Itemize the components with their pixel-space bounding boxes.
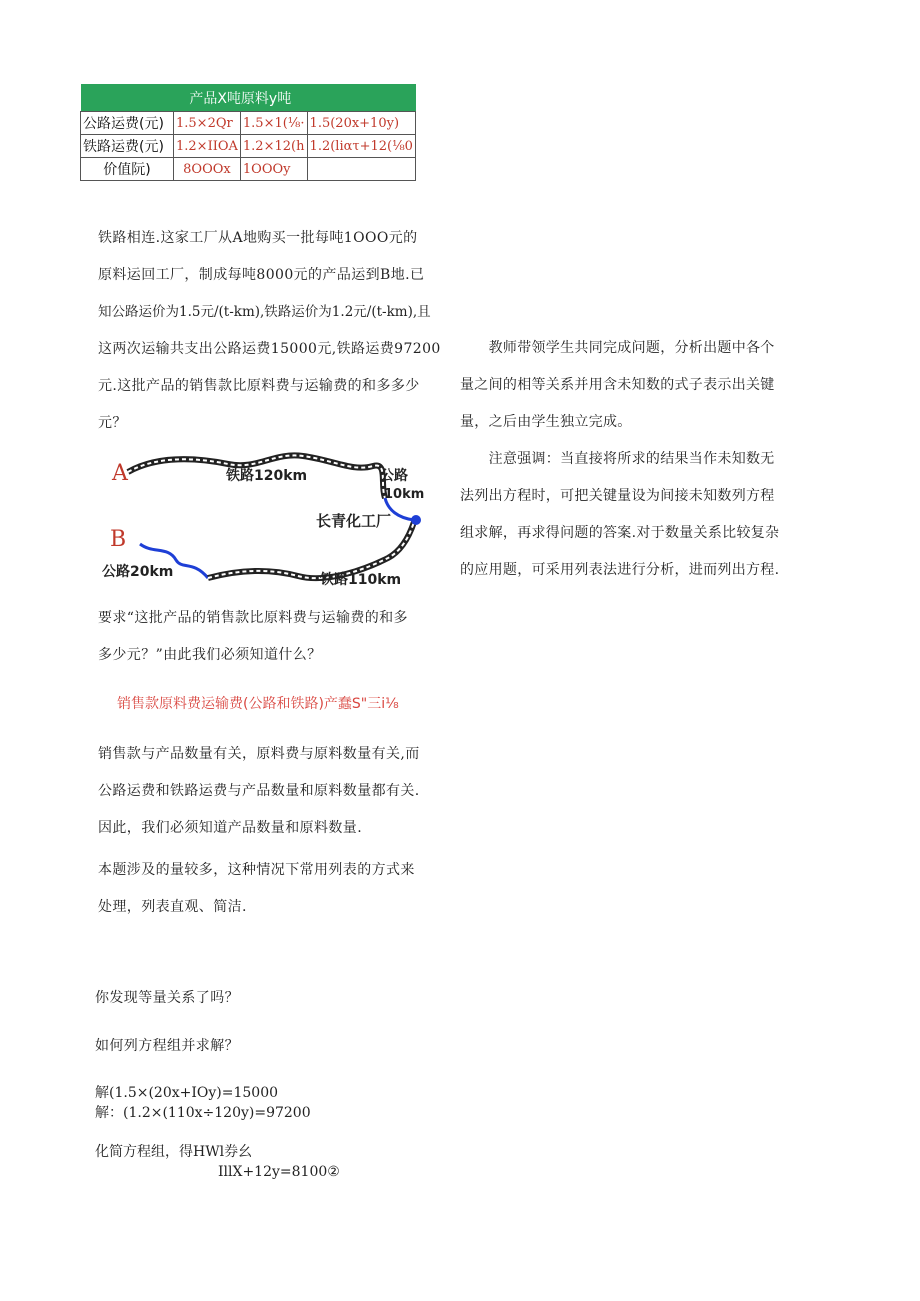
text-line: 量之间的相等关系并用含未知数的式子表示出关键 [460,377,775,393]
text-line: 的应用题，可采用列表法进行分析，进而列出方程. [460,562,780,578]
question-relation: 你发现等量关系了吗？ [95,990,239,1006]
text-line: 元.这批产品的销售款比原料费与运输费的和多多少 [98,378,420,394]
text-line: 要求“这批产品的销售款比原料费与运输费的和多 [98,610,408,626]
text-line: 这两次运输共支出公路运费15000元,铁路运费97200 [98,341,441,357]
rail-top-label: 铁路120km [226,468,308,484]
road-right-label: 公路 [380,468,408,484]
table-cell: 1.5×2Qr [174,112,241,135]
text-line: 元？ [98,415,127,431]
text-line: 本题涉及的量较多，这种情况下常用列表的方式来 [98,862,415,878]
row-label: 铁路运费(元) [81,135,174,158]
text-line: 销售款与产品数量有关，原料费与原料数量有关,而 [98,746,420,762]
explanation-1 [98,736,458,847]
text-line: 多少元？”由此我们必须知道什么？ [98,647,322,663]
factory-label: 长青化工厂 [316,512,392,530]
rail-bottom-label: 铁路110km [320,572,402,588]
text-line: 知公路运价为1.5元/(t-km),铁路运价为1.2元/(t-km),且 [98,304,431,320]
text-line: 量，之后由学生独立完成。 [460,414,632,430]
table-cell: 1.2×12(h [240,135,307,158]
table-row [81,112,416,135]
solution-line-1: 解(1.5×(20x+IOy)=15000 [95,1085,279,1101]
table-header-blank [307,84,415,112]
problem-text [98,220,458,442]
question-block [98,600,458,674]
table-row [81,135,416,158]
table-header-blank [81,84,174,112]
text-line: 铁路相连.这家工厂从A地购买一批每吨1OOO元的 [98,230,418,246]
simplify-equation: IllX+12y=8100② [218,1164,340,1180]
table-cell: 1.5(20x+10y) [307,112,415,135]
text-line: 处理，列表直观、简洁. [98,899,247,915]
rail-bottom-path [208,522,414,578]
table-cell: 1.2×IIOA [174,135,241,158]
table-cell: 1.2(liατ+12(⅛0 [307,135,415,158]
table-cell: 8OOOx [174,158,241,181]
red-formula: 销售款原料费运输费(公路和铁路)产蠢S"三i⅛ [117,696,399,712]
row-label: 价值阮) [81,158,174,181]
text-line: 教师带领学生共同完成问题，分析出题中各个 [460,340,775,356]
table-header: 产品X吨原料y吨 [174,84,308,112]
table-row [81,158,416,181]
road-right-distance: 10km [384,487,425,502]
route-map [98,450,428,590]
factory-dot [411,515,421,525]
text-line: 注意强调：当直接将所求的结果当作未知数无 [460,451,775,467]
table-cell: 1.5×1(⅛· [240,112,307,135]
explanation-2 [98,852,458,926]
text-line: 公路运费和铁路运费与产品数量和原料数量都有关. [98,783,420,799]
table-header-row [81,84,416,112]
data-table [80,84,416,181]
question-how: 如何列方程组并求解？ [95,1038,239,1054]
text-line: 法列出方程时，可把关键量设为间接未知数列方程 [460,488,775,504]
solution-line-2: 解：(1.2×(110x÷120y)=97200 [95,1105,311,1121]
teacher-notes [460,330,810,589]
table-cell: 1OOOy [240,158,307,181]
text-line: 原料运回工厂，制成每吨8000元的产品运到B地.已 [98,267,425,283]
point-a-label: A [112,461,128,486]
table-cell [307,158,415,181]
road-bottom-label: 公路20km [102,564,174,580]
solution-block [95,1083,311,1123]
text-line: 组求解，再求得问题的答案.对于数量关系比较复杂 [460,525,780,541]
text-line: 因此，我们必须知道产品数量和原料数量. [98,820,363,836]
simplify-line: 化简方程组，得HWl券幺 [95,1144,253,1160]
point-b-label: B [110,527,127,552]
row-label: 公路运费(元) [81,112,174,135]
